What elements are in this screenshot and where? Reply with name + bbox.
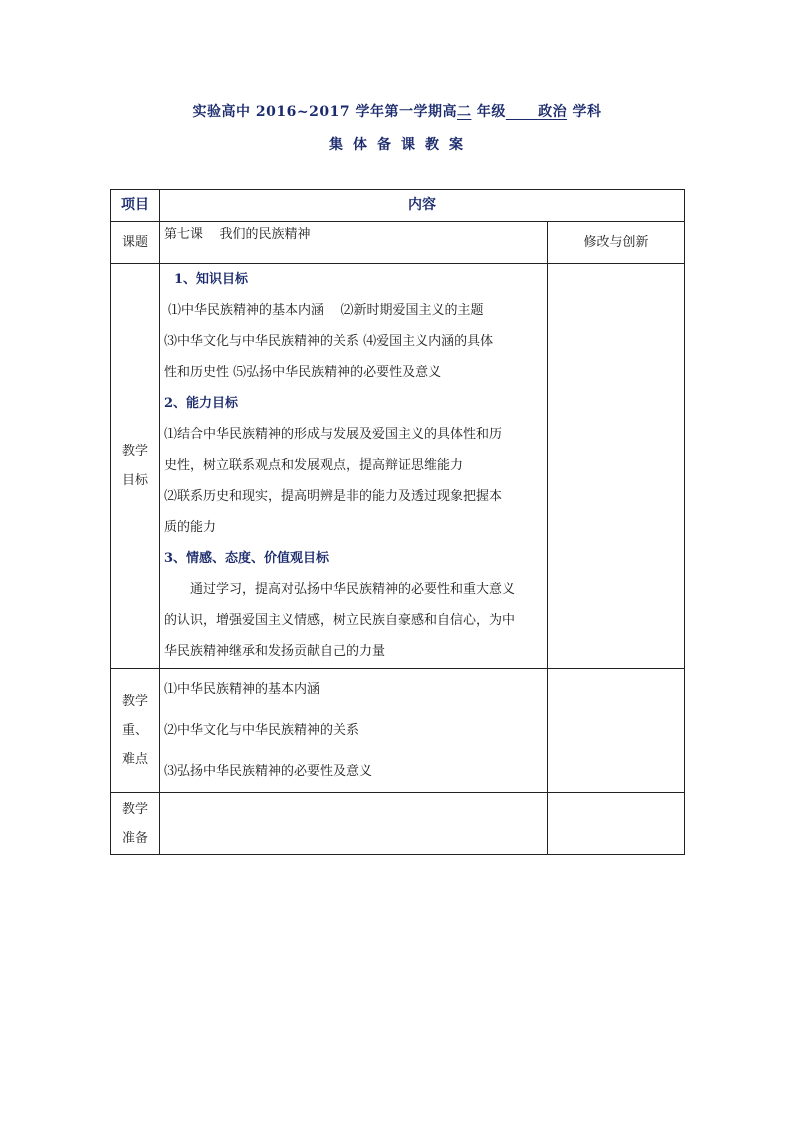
emotion-line: 华民族精神继承和发扬贡献自己的力量 bbox=[164, 644, 386, 659]
lesson-plan-table bbox=[110, 189, 685, 855]
knowledge-line: ⑴中华民族精神的基本内涵 ⑵新时期爱国主义的主题 bbox=[168, 303, 484, 318]
prep-row bbox=[111, 793, 685, 855]
key-point: ⑶弘扬中华民族精神的必要性及意义 bbox=[164, 764, 373, 779]
knowledge-line: ⑶中华文化与中华民族精神的关系 ⑷爱国主义内涵的具体 bbox=[164, 334, 494, 349]
keys-label-line2: 重、 bbox=[121, 723, 148, 738]
goals-label-line1: 教学 bbox=[121, 444, 148, 459]
ability-line: ⑵联系历史和现实，提高明辨是非的能力及透过现象把握本 bbox=[164, 489, 503, 504]
ability-line: 史性，树立联系观点和发展观点，提高辩证思维能力 bbox=[164, 458, 464, 473]
ability-heading: 2、能力目标 bbox=[164, 396, 239, 411]
goals-row bbox=[111, 264, 685, 669]
subject-value: 政治 bbox=[538, 104, 568, 120]
goals-revise-cell bbox=[548, 264, 685, 669]
topic-value: 第七课 我们的民族精神 bbox=[160, 222, 548, 264]
key-point: ⑵中华文化与中华民族精神的关系 bbox=[164, 723, 360, 738]
goals-content bbox=[160, 264, 548, 669]
keys-label bbox=[111, 669, 160, 793]
title-part3: 学科 bbox=[567, 104, 602, 120]
emotion-line: 的认识，增强爱国主义情感，树立民族自豪感和自信心，为中 bbox=[164, 613, 516, 628]
document-title bbox=[0, 101, 794, 121]
emotion-line: 通过学习，提高对弘扬中华民族精神的必要性和重大意义 bbox=[190, 582, 516, 597]
table-header-row bbox=[111, 190, 685, 222]
keys-label-line3: 难点 bbox=[121, 752, 148, 767]
document-subtitle: 集体备课教案 bbox=[329, 137, 473, 153]
header-item: 项目 bbox=[111, 190, 160, 222]
keys-row bbox=[111, 669, 685, 793]
title-part1: 实验高中 2016~2017 学年第一学期高 bbox=[192, 104, 457, 120]
prep-content bbox=[160, 793, 548, 855]
prep-label bbox=[111, 793, 160, 855]
topic-row bbox=[111, 222, 685, 264]
ability-line: 质的能力 bbox=[164, 520, 217, 535]
topic-label: 课题 bbox=[111, 222, 160, 264]
revise-label: 修改与创新 bbox=[548, 222, 685, 264]
goals-label-line2: 目标 bbox=[121, 473, 148, 488]
subject-blank bbox=[506, 104, 538, 120]
knowledge-heading: 1、知识目标 bbox=[174, 272, 249, 287]
goals-label bbox=[111, 264, 160, 669]
knowledge-line: 性和历史性 ⑸弘扬中华民族精神的必要性及意义 bbox=[164, 365, 442, 380]
keys-content bbox=[160, 669, 548, 793]
ability-line: ⑴结合中华民族精神的形成与发展及爱国主义的具体性和历 bbox=[164, 427, 503, 442]
emotion-heading: 3、情感、态度、价值观目标 bbox=[164, 551, 330, 566]
keys-revise-cell bbox=[548, 669, 685, 793]
prep-revise-cell bbox=[548, 793, 685, 855]
prep-label-line1: 教学 bbox=[121, 801, 148, 817]
keys-label-line1: 教学 bbox=[121, 694, 148, 709]
prep-label-line2: 准备 bbox=[121, 830, 148, 846]
header-content: 内容 bbox=[160, 190, 685, 222]
key-point: ⑴中华民族精神的基本内涵 bbox=[164, 682, 321, 697]
title-part2: 年级 bbox=[471, 104, 506, 120]
grade-value: 二 bbox=[456, 104, 472, 120]
